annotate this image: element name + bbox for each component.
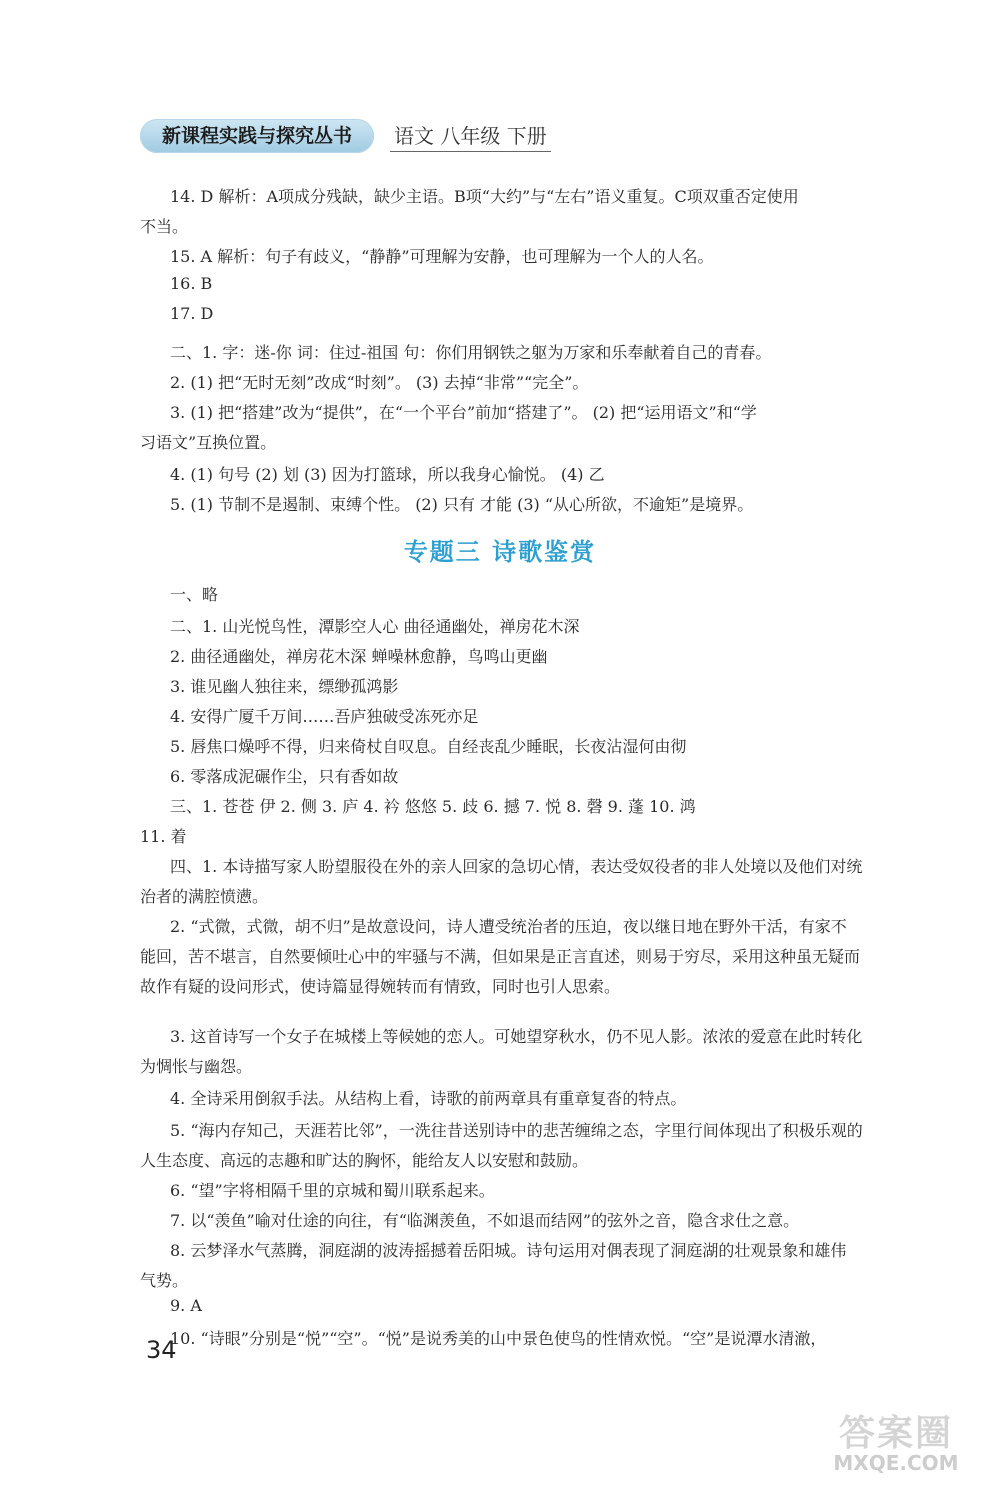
- watermark-logo: [806, 1405, 986, 1480]
- answer-line: 4. (1) 句号 (2) 划 (3) 因为打篮球，所以我身心愉悦。 (4) 乙: [170, 465, 605, 484]
- answer-line: 故作有疑的设问形式，使诗篇显得婉转而有情致，同时也引人思索。: [140, 977, 621, 996]
- running-header: [140, 118, 551, 154]
- answer-line: 三、1. 苍苍 伊 2. 侧 3. 庐 4. 衿 悠悠 5. 歧 6. 撼 7. 悦 8. 磬 9. 蓬 10. 鸿: [170, 797, 696, 816]
- answer-line: 9. A: [170, 1296, 202, 1315]
- answer-line: 5. 唇焦口燥呼不得，归来倚杖自叹息。自经丧乱少睡眠，长夜沾湿何由彻: [170, 737, 687, 756]
- series-title-badge: 新课程实践与探究丛书: [140, 119, 374, 153]
- watermark-url: MXQE.COM: [833, 1451, 959, 1475]
- answer-line: 14. D 解析：A项成分残缺，缺少主语。B项“大约”与“左右”语义重复。C项双重否定使用: [170, 187, 799, 206]
- subject-grade-label: 语文 八年级 下册: [390, 120, 551, 152]
- answer-line: 一、略: [170, 585, 219, 604]
- answer-line: 2. (1) 把“无时无刻”改成“时刻”。 (3) 去掉“非常”“完全”。: [170, 373, 589, 392]
- answer-line: 16. B: [170, 274, 213, 293]
- answer-line: 能回，苦不堪言，自然要倾吐心中的牢骚与不满，但如果是正言直述，则易于穷尽，采用这种虽无疑而: [140, 947, 861, 966]
- answer-line: 气势。: [140, 1271, 189, 1290]
- answer-line: 不当。: [140, 217, 189, 236]
- answer-line: 4. 安得广厦千万间……吾庐独破受冻死亦足: [170, 707, 479, 726]
- answer-line: 二、1. 字：迷-你 词：住过-祖国 句：你们用钢铁之躯为万家和乐奉献着自己的青春。: [170, 343, 772, 362]
- answer-line: 4. 全诗采用倒叙手法。从结构上看，诗歌的前两章具有重章复沓的特点。: [170, 1089, 687, 1108]
- answer-line: 3. 谁见幽人独往来，缥缈孤鸿影: [170, 677, 399, 696]
- section-title: 专题三 诗歌鉴赏: [403, 538, 597, 566]
- answer-line: 15. A 解析：句子有歧义，“静静”可理解为安静，也可理解为一个人的人名。: [170, 247, 714, 266]
- answer-line: 5. (1) 节制不是遏制、束缚个性。 (2) 只有 才能 (3) “从心所欲，不逾矩”是境界。: [170, 495, 754, 514]
- answer-line: 6. 零落成泥碾作尘，只有香如故: [170, 767, 399, 786]
- answer-line: 11. 着: [140, 827, 187, 846]
- answer-line: 习语文”互换位置。: [140, 433, 277, 452]
- answer-line: 5. “海内存知己，天涯若比邻”，一洗往昔送别诗中的悲苦缠绵之态，字里行间体现出了积极乐观的: [170, 1121, 863, 1140]
- answer-line: 3. (1) 把“搭建”改为“提供”，在“一个平台”前加“搭建了”。 (2) 把“运用语文”和“学: [170, 403, 757, 422]
- answer-line: 6. “望”字将相隔千里的京城和蜀川联系起来。: [170, 1181, 495, 1200]
- answer-line: 为惆怅与幽怨。: [140, 1057, 253, 1076]
- answer-line: 17. D: [170, 304, 214, 323]
- answer-line: 二、1. 山光悦鸟性，潭影空人心 曲径通幽处，禅房花木深: [170, 617, 580, 636]
- answer-line: 10. “诗眼”分别是“悦”“空”。“悦”是说秀美的山中景色使鸟的性情欢悦。“空”是说潭水清澈，: [170, 1329, 827, 1348]
- answer-line: 8. 云梦泽水气蒸腾，洞庭湖的波涛摇撼着岳阳城。诗句运用对偶表现了洞庭湖的壮观景象和雄伟: [170, 1241, 847, 1260]
- page-number: 34: [146, 1336, 177, 1364]
- answer-line: 2. “式微，式微，胡不归”是故意设问，诗人遭受统治者的压迫，夜以继日地在野外干活，有家不: [170, 917, 847, 936]
- answer-line: 四、1. 本诗描写家人盼望服役在外的亲人回家的急切心情，表达受奴役者的非人处境以及他们对统: [170, 857, 863, 876]
- answer-line: 人生态度、高远的志趣和旷达的胸怀，能给友人以安慰和鼓励。: [140, 1151, 589, 1170]
- answer-line: 7. 以“羡鱼”喻对仕途的向往，有“临渊羡鱼，不如退而结网”的弦外之音，隐含求仕之意。: [170, 1211, 800, 1230]
- answer-line: 3. 这首诗写一个女子在城楼上等候她的恋人。可她望穿秋水，仍不见人影。浓浓的爱意在此时转化: [170, 1027, 863, 1046]
- watermark-text: 答案圈: [838, 1413, 953, 1454]
- answer-line: 2. 曲径通幽处，禅房花木深 蝉噪林愈静，鸟鸣山更幽: [170, 647, 548, 666]
- answer-line: 治者的满腔愤懑。: [140, 887, 269, 906]
